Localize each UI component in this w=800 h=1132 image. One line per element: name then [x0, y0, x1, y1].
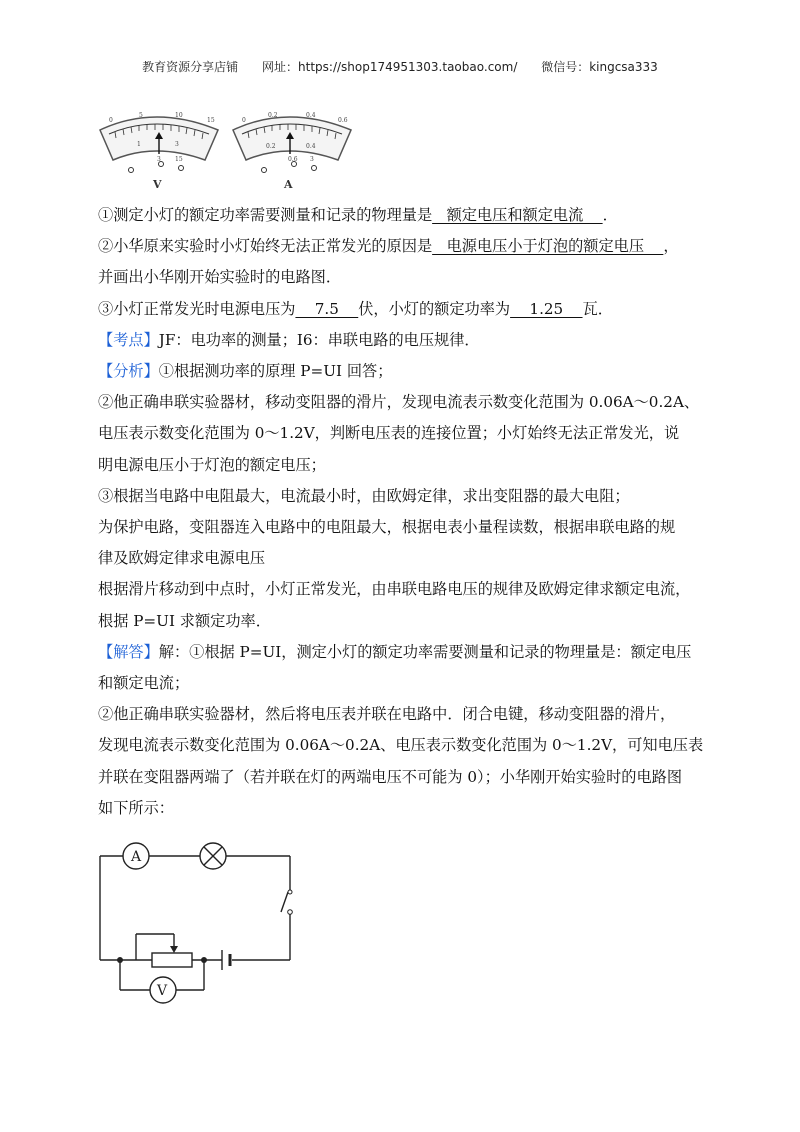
a-tick-label: 0.6 — [338, 117, 348, 124]
ammeter-label: A — [131, 849, 142, 865]
q2-text: ②小华原来实验时小灯始终无法正常发光的原因是 — [98, 237, 433, 256]
a-tick-label: 0.2 — [268, 112, 278, 119]
kaodian-tag: 【考点】 — [98, 330, 159, 349]
document-body — [98, 200, 710, 824]
v-tick-label: 15 — [207, 117, 215, 124]
fenxi-line: 根据 P=UI 求额定功率． — [98, 611, 271, 630]
jieda-line — [98, 637, 710, 668]
voltmeter-dial — [100, 112, 218, 191]
jieda-tag: 【解答】 — [98, 642, 159, 661]
fenxi-line: ②他正确串联实验器材，移动变阻器的滑片，发现电流表示数变化范围为 0.06A～0.2A、 — [98, 393, 700, 412]
fenxi-line: 根据滑片移动到中点时，小灯正常发光，由串联电路电压的规律及欧姆定律求额定电流， — [98, 580, 691, 599]
switch-contact — [288, 890, 292, 894]
fenxi-line: 电压表示数变化范围为 0～1.2V，判断电压表的连接位置；小灯始终无法正常发光，说 — [98, 424, 680, 443]
a-tick-label: 0 — [242, 117, 246, 124]
lamp-symbol — [200, 843, 226, 869]
jieda-line: 并联在变阻器两端了（若并联在灯的两端电压不可能为 0）；小华刚开始实验时的电路图 — [98, 767, 683, 786]
switch-lever — [281, 892, 288, 912]
fenxi-line — [98, 356, 710, 387]
q1-answer: 额定电压和额定电流 — [432, 206, 603, 224]
circuit-diagram — [92, 832, 307, 1012]
a-tick-label: 0.2 — [266, 143, 276, 150]
rheostat-symbol — [152, 953, 192, 967]
q3-mid: 伏，小灯的额定功率为 — [358, 299, 511, 318]
q3-text: ③小灯正常发光时电源电压为 — [98, 299, 296, 318]
fenxi-line: ③根据当电路中电阻最大，电流最小时，由欧姆定律，求出变阻器的最大电阻； — [98, 486, 630, 505]
q3-end: 瓦． — [582, 299, 613, 318]
v-tick-label: 3 — [175, 141, 179, 148]
jieda-text: 解：①根据 P=UI，测定小灯的额定功率需要测量和记录的物理量是：额定电压 — [158, 642, 692, 661]
fenxi-line: 为保护电路，变阻器连入电路中的电阻最大，根据电表小量程读数，根据串联电路的规 — [98, 518, 676, 537]
rheostat-slider-arrow — [170, 946, 178, 953]
wechat-id: 微信号：kingcsa333 — [541, 60, 658, 74]
ammeter-symbol: A — [284, 178, 293, 191]
v-terminal-label: 3 — [157, 156, 161, 163]
fenxi-text: ①根据测功率的原理 P=UI 回答； — [158, 362, 393, 381]
junction-dot — [117, 957, 123, 963]
question-3 — [98, 294, 710, 325]
v-tick-label: 0 — [109, 117, 113, 124]
page-header — [0, 58, 800, 75]
v-tick-label: 10 — [175, 112, 183, 119]
a-terminal-label: 3 — [310, 156, 314, 163]
jieda-line: 和额定电流； — [98, 674, 190, 693]
jieda-line: 发现电流表示数变化范围为 0.06A～0.2A、电压表示数变化范围为 0～1.2V，可知电压表 — [98, 736, 704, 755]
v-tick-label: 5 — [139, 112, 143, 119]
fenxi-line: 明电源电压小于灯泡的额定电压； — [98, 455, 326, 474]
q1-text: ①测定小灯的额定功率需要测量和记录的物理量是 — [98, 206, 433, 224]
voltmeter-symbol: V — [153, 178, 162, 191]
ammeter-dial — [233, 112, 351, 191]
question-2-line2: 并画出小华刚开始实验时的电路图． — [98, 268, 341, 287]
jieda-line: 如下所示： — [98, 798, 174, 817]
shop-url: 网址：https://shop174951303.taobao.com/ — [262, 60, 518, 74]
jieda-line: ②他正确串联实验器材，然后将电压表并联在电路中．闭合电键，移动变阻器的滑片， — [98, 705, 676, 724]
q2-end: ， — [663, 237, 679, 256]
ammeter-symbol-circuit — [123, 843, 149, 869]
question-2 — [98, 231, 710, 262]
kaodian-section — [98, 325, 710, 356]
question-1 — [98, 200, 710, 231]
fenxi-line: 律及欧姆定律求电源电压 — [98, 549, 266, 568]
shop-name: 教育资源分享店铺 — [142, 60, 239, 74]
switch-contact — [288, 910, 293, 915]
q1-end: ． — [602, 206, 618, 224]
meter-dials-figure — [95, 108, 365, 193]
voltmeter-symbol-circuit — [150, 977, 176, 1003]
a-tick-label: 0.4 — [306, 112, 316, 119]
voltmeter-label: V — [157, 983, 168, 999]
a-terminal-label: 0.6 — [288, 156, 298, 163]
q2-answer: 电源电压小于灯泡的额定电压 — [432, 237, 664, 256]
junction-dot — [201, 957, 207, 963]
v-terminal-label: 15 — [175, 156, 183, 163]
q3-answer-power: 1.25 — [510, 299, 583, 318]
battery-symbol — [222, 950, 230, 970]
a-tick-label: 0.4 — [306, 143, 316, 150]
kaodian-text: JF：电功率的测量；I6：串联电路的电压规律． — [158, 330, 480, 349]
q3-answer-voltage: 7.5 — [295, 299, 359, 318]
fenxi-tag: 【分析】 — [98, 362, 159, 381]
v-tick-label: 1 — [137, 141, 141, 148]
